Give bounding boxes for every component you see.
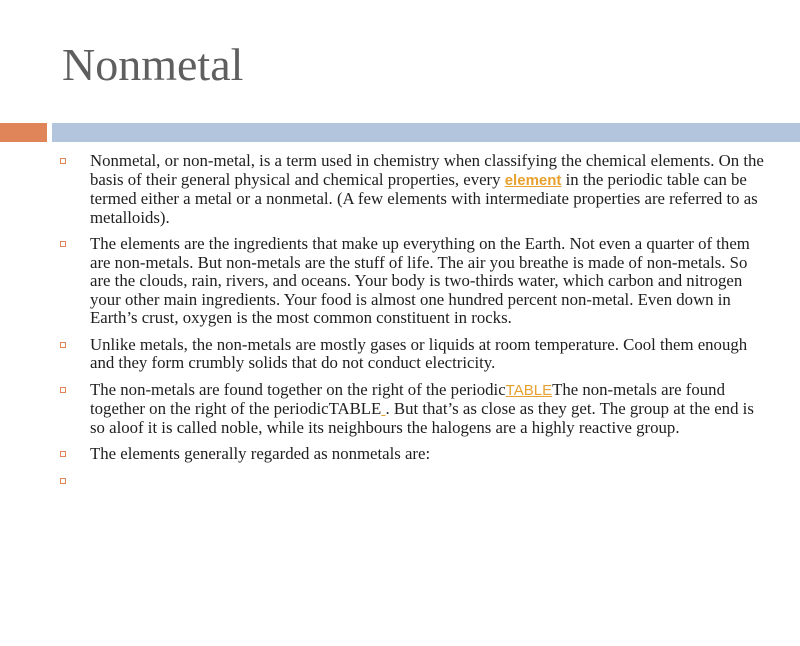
bullet-4-text-start: The non-metals are found together on the right of the periodic <box>90 379 506 399</box>
bullet-item-2 <box>60 235 772 328</box>
bullet-5-text: The elements generally regarded as nonmetals are: <box>90 444 431 463</box>
bullet-2-text: The elements are the ingredients that make up everything on the Earth. Not even a quarter of them are non-metals. But non-metals are the stuff of life. The air you breathe is made of non-metals. So are the clouds, rain, rivers, and oceans. Your body is two-thirds water, which carbon and nitrogen your other main ingredients. Your food is almost one hundred percent non-metal. Even down in Earth’s crust, oxygen is the most common constituent in rocks. <box>90 234 750 327</box>
square-bullet-icon <box>60 451 66 457</box>
accent-bar-orange <box>0 123 47 142</box>
bullet-1-text-start: Nonmetal, or non-metal, is a term used in chemistry when classifying the chemical elements. On the basis of their general physical and chemical properties, every <box>90 151 764 189</box>
square-bullet-icon <box>60 241 66 247</box>
bullet-item-1 <box>60 152 772 227</box>
bullet-item-3 <box>60 336 772 373</box>
bullet-1-text-end: in the periodic table can be termed either a metal or a nonmetal. (A few elements with intermediate properties are referred to as metalloids). <box>90 169 758 227</box>
bullet-item-5 <box>60 445 772 464</box>
slide-title: Nonmetal <box>62 39 244 90</box>
square-bullet-icon <box>60 342 66 348</box>
square-bullet-icon <box>60 387 66 393</box>
square-bullet-icon <box>60 158 66 164</box>
bullet-3-text: Unlike metals, the non-metals are mostly gases or liquids at room temperature. Cool them enough and they form crumbly solids that do not conduct electricity. <box>90 334 748 372</box>
bullet-4-text-mid: The non-metals are found together on the right of the periodicTABLE <box>90 379 725 418</box>
element-link[interactable]: element <box>504 171 562 189</box>
bullet-4-text-end: . But that’s as close as they get. The group at the end is so aloof it is called noble, while its neighbours the halogens are a highly reactive group. <box>90 399 754 437</box>
table-link[interactable]: TABLE <box>505 381 553 399</box>
square-bullet-icon <box>60 478 66 484</box>
bullet-list <box>60 152 772 498</box>
bullet-item-4 <box>60 381 772 438</box>
accent-bar-blue <box>52 123 800 142</box>
bullet-item-6 <box>60 472 772 491</box>
